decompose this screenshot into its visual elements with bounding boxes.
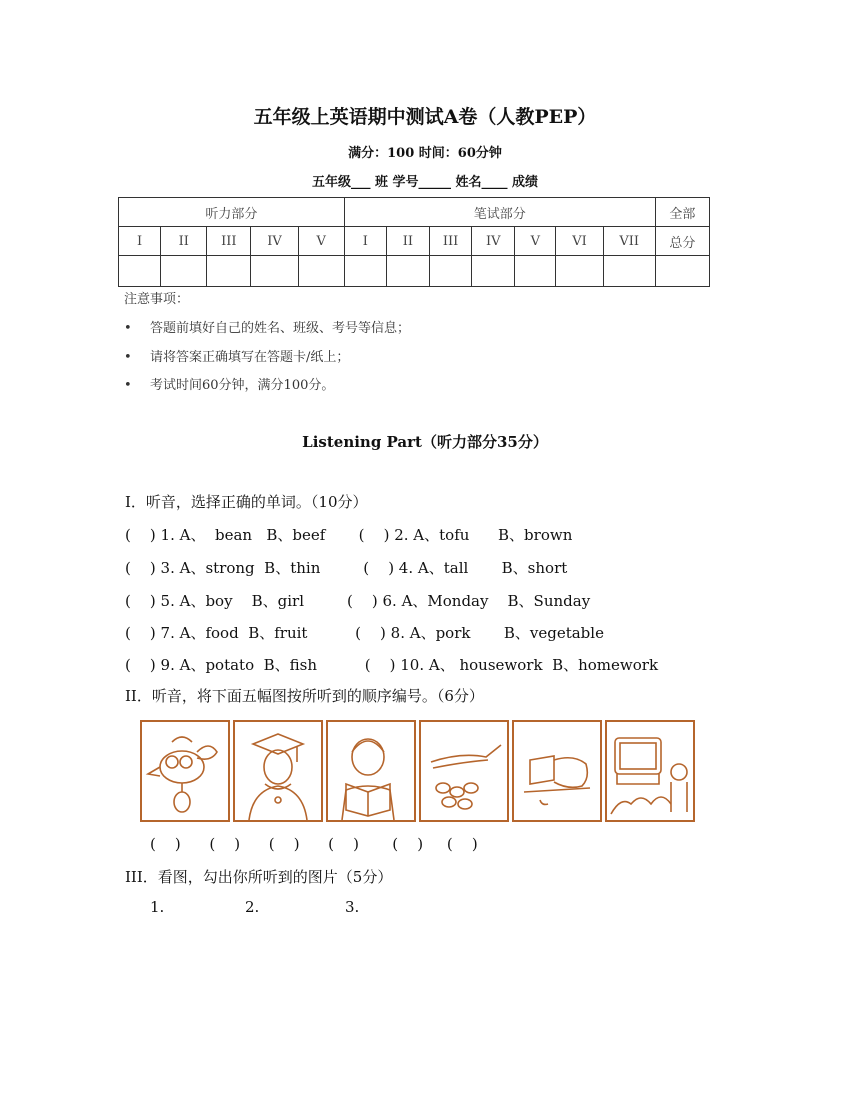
written-header: 笔试部分 xyxy=(344,198,655,227)
score-cell[interactable] xyxy=(472,256,515,287)
beans-picture xyxy=(419,720,509,822)
listening-col: IV xyxy=(251,227,298,256)
listening-col: I xyxy=(119,227,161,256)
score-cell[interactable] xyxy=(207,256,251,287)
student-info-line: 五年级___ 班 学号_____ 姓名____ 成绩 xyxy=(311,175,539,190)
note-item xyxy=(124,346,349,365)
question-line: ( ) 7. A、food B、fruit ( ) 8. A、pork B、vegetable xyxy=(125,624,604,642)
question-line: ( ) 3. A、strong B、thin ( ) 4. A、tall B、short xyxy=(125,559,568,577)
section3-number: 1. xyxy=(150,898,165,916)
written-col: IV xyxy=(472,227,515,256)
answer-paren-row[interactable]: ( ) ( ) ( ) ( ) ( ) ( ) xyxy=(150,835,478,853)
note-text: 考试时间60分钟，满分100分。 xyxy=(150,378,335,393)
section1-heading: I．听音，选择正确的单词。（10分） xyxy=(125,493,368,511)
score-cell[interactable] xyxy=(298,256,344,287)
question-line: ( ) 5. A、boy B、girl ( ) 6. A、Monday B、Sunday xyxy=(125,592,591,610)
score-cell[interactable] xyxy=(161,256,207,287)
question-line: ( ) 1. A、 bean B、beef ( ) 2. A、tofu B、brown xyxy=(125,526,573,544)
note-item xyxy=(124,317,410,336)
score-cell[interactable] xyxy=(251,256,298,287)
section3-heading: III．看图，勾出你所听到的图片（5分） xyxy=(125,868,393,886)
written-col: III xyxy=(430,227,472,256)
score-cell[interactable] xyxy=(386,256,429,287)
section2-heading: II．听音，将下面五幅图按所听到的顺序编号。（6分） xyxy=(125,687,484,705)
score-cell[interactable] xyxy=(344,256,386,287)
score-cell[interactable] xyxy=(119,256,161,287)
listening-part-heading: Listening Part（听力部分35分） xyxy=(302,433,548,451)
score-cell[interactable] xyxy=(556,256,603,287)
section3-number: 3. xyxy=(345,898,360,916)
note-text: 答题前填好自己的姓名、班级、考号等信息； xyxy=(150,321,411,336)
tv-picture xyxy=(605,720,695,822)
section3-number: 2. xyxy=(245,898,260,916)
written-col: VI xyxy=(556,227,603,256)
parrot-picture xyxy=(140,720,230,822)
listening-header: 听力部分 xyxy=(119,198,345,227)
written-col: VII xyxy=(603,227,655,256)
note-text: 请将答案正确填写在答题卡/纸上； xyxy=(150,350,350,365)
score-cell[interactable] xyxy=(430,256,472,287)
bullet-icon: • xyxy=(124,350,132,365)
note-item xyxy=(124,374,334,393)
score-time-line: 满分：100 时间：60分钟 xyxy=(348,146,502,161)
reading-boy-picture xyxy=(326,720,416,822)
notes-title: 注意事项： xyxy=(124,292,190,307)
listening-col: V xyxy=(298,227,344,256)
score-cell[interactable] xyxy=(603,256,655,287)
listening-col: III xyxy=(207,227,251,256)
score-table xyxy=(118,197,710,287)
question-line: ( ) 9. A、potato B、fish ( ) 10. A、 housework B、homework xyxy=(125,656,659,674)
written-col: V xyxy=(515,227,556,256)
bullet-icon: • xyxy=(124,378,132,393)
score-cell[interactable] xyxy=(655,256,709,287)
all-header: 全部 xyxy=(655,198,709,227)
written-col: I xyxy=(344,227,386,256)
total-col: 总分 xyxy=(655,227,709,256)
score-cell[interactable] xyxy=(515,256,556,287)
graduate-picture xyxy=(233,720,323,822)
listening-col: II xyxy=(161,227,207,256)
page-title: 五年级上英语期中测试A卷（人教PEP） xyxy=(253,106,597,128)
bullet-icon: • xyxy=(124,321,132,336)
bread-picture xyxy=(512,720,602,822)
written-col: II xyxy=(386,227,429,256)
